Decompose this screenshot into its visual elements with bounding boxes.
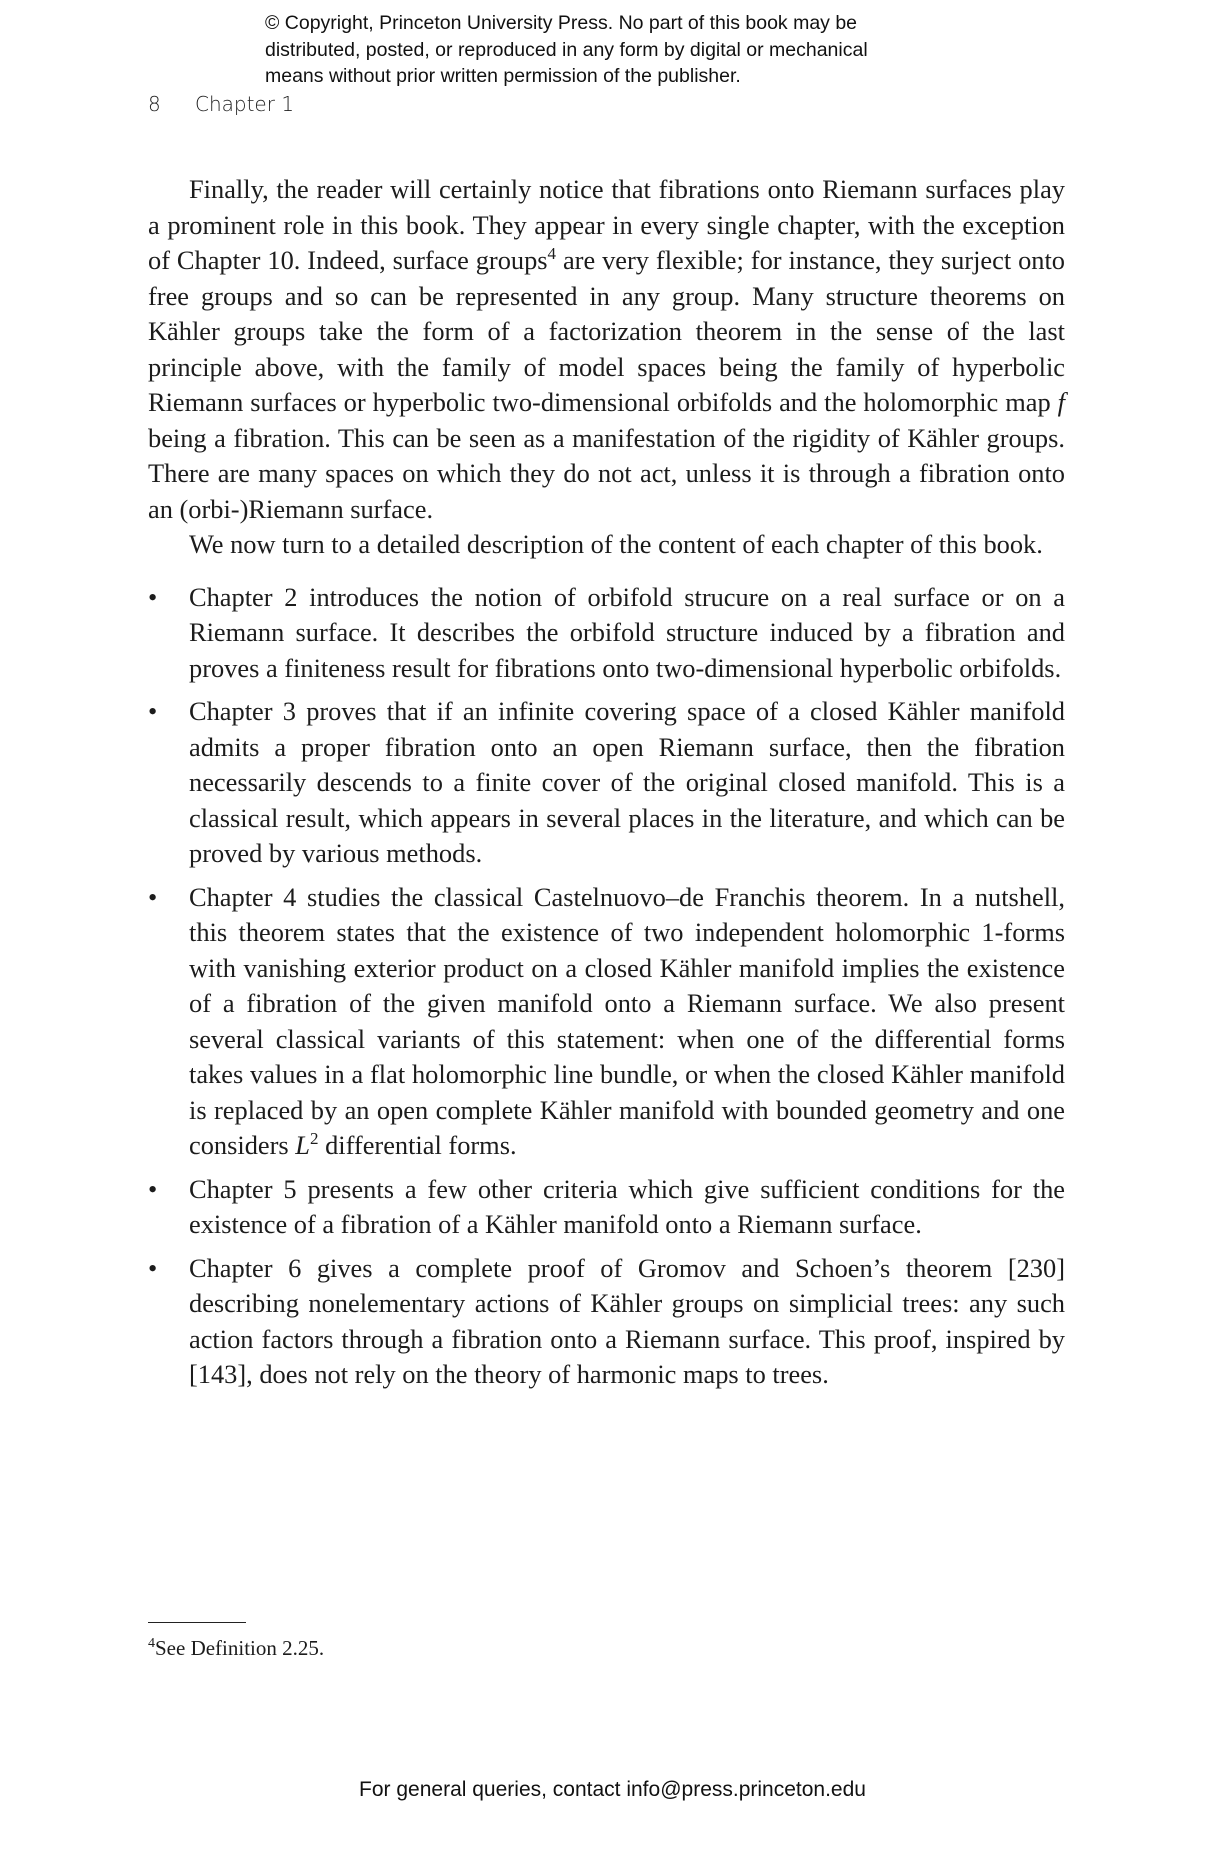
footnote-divider [148,1622,246,1623]
paragraph-fibrations-text-c: being a fibration. This can be seen as a manifestation of the rigidity of Kähler groups. There are many spaces on which they do not act, unless it is through a fibration onto an (orbi-)Riemann surface. [148,422,1065,524]
paragraph-chapter-overview: We now turn to a detailed description of the content of each chapter of this book. [189,529,1043,559]
chapter-3-description: Chapter 3 proves that if an infinite covering space of a closed Kähler manifold admits a proper fibration onto an open Riemann surface, then the fibration necessarily descends to a finite cover of the original closed manifold. This is a classical result, which appears in several places in the literature, and which can be proved by various methods. [189,696,1065,868]
copyright-notice [265,10,1025,90]
chapter-5-description: Chapter 5 presents a few other criteria which give sufficient conditions for the existence of a fibration of a Kähler manifold onto a Riemann surface. [189,1173,1065,1239]
chapter-4-text-b: differential forms. [318,1130,517,1160]
footnote [148,1636,324,1661]
list-item [148,694,1065,872]
paragraph-fibrations-text-b: are very flexible; for instance, they surject onto free groups and so can be represented in any group. Many structure theorems on Kähler groups take the form of a factorization theorem in the sense of the last principle above, with the family of model spaces being the family of hyperbolic Riemann surfaces or hyperbolic two-dimensional orbifolds and the holomorphic map [148,245,1066,417]
list-item [148,1251,1065,1393]
footer-contact: For general queries, contact info@press.princeton.edu [359,1778,866,1801]
copyright-line-2: distributed, posted, or reproduced in any form by digital or mechanical [265,38,868,61]
bullet-icon: • [148,581,158,612]
bullet-icon: • [148,1173,158,1204]
chapter-4-description [189,882,1065,1161]
list-item [148,880,1065,1164]
list-item [148,580,1065,687]
map-symbol: f [1057,387,1065,417]
bullet-icon: • [148,881,158,912]
chapter-6-description: Chapter 6 gives a complete proof of Gromov and Schoen’s theorem [230] describing nonelementary actions of Kähler groups on simplicial trees: any such action factors through a fibration onto a Riemann surface. This proof, inspired by [143], does not rely on the theory of harmonic maps to trees. [189,1252,1065,1389]
bullet-icon: • [148,696,158,726]
copyright-line-3: means without prior written permission of the publisher. [265,65,741,87]
footnote-reference[interactable]: 4 [547,244,557,263]
bullet-icon: • [148,1252,158,1283]
l-symbol: L [295,1130,310,1160]
copyright-line-1: © Copyright, Princeton University Press. No part of this book may be [265,12,858,34]
chapter-4-text-a: Chapter 4 studies the classical Castelnuovo–de Franchis theorem. In a nutshell, this theorem states that the existence of two independent holomorphic 1-forms with vanishing exterior product on a closed Kähler manifold implies the existence of a fibration of the given manifold onto a Riemann surface. We also present several classical variants of this statement: when one of the differential forms takes values in a flat holomorphic line bundle, or when the closed Kähler manifold is replaced by an open complete Kähler manifold with bounded geometry and one considers [189,881,1065,1160]
paragraph-fibrations-text-a: Finally, the reader will certainly notice that fibrations onto Riemann surfaces play a prominent role in this book. They appear in every single chapter, with the exception of Chapter 10. Indeed, surface groups [148,174,1065,275]
list-item [148,1172,1065,1243]
chapter-2-description: Chapter 2 introduces the notion of orbifold strucure on a real surface or on a Riemann surface. It describes the orbifold structure induced by a fibration and proves a finiteness result for fibrations onto two-dimensional hyperbolic orbifolds. [189,581,1065,683]
running-head [148,92,294,116]
chapter-list [148,580,1065,1393]
chapter-label: Chapter 1 [195,92,295,116]
main-text [148,172,1065,1401]
page-number: 8 [148,92,161,116]
l-exponent: 2 [309,1129,319,1148]
footnote-number: 4 [148,1636,155,1651]
footnote-text: See Definition 2.25. [155,1636,325,1660]
paragraph-fibrations [148,172,1065,527]
